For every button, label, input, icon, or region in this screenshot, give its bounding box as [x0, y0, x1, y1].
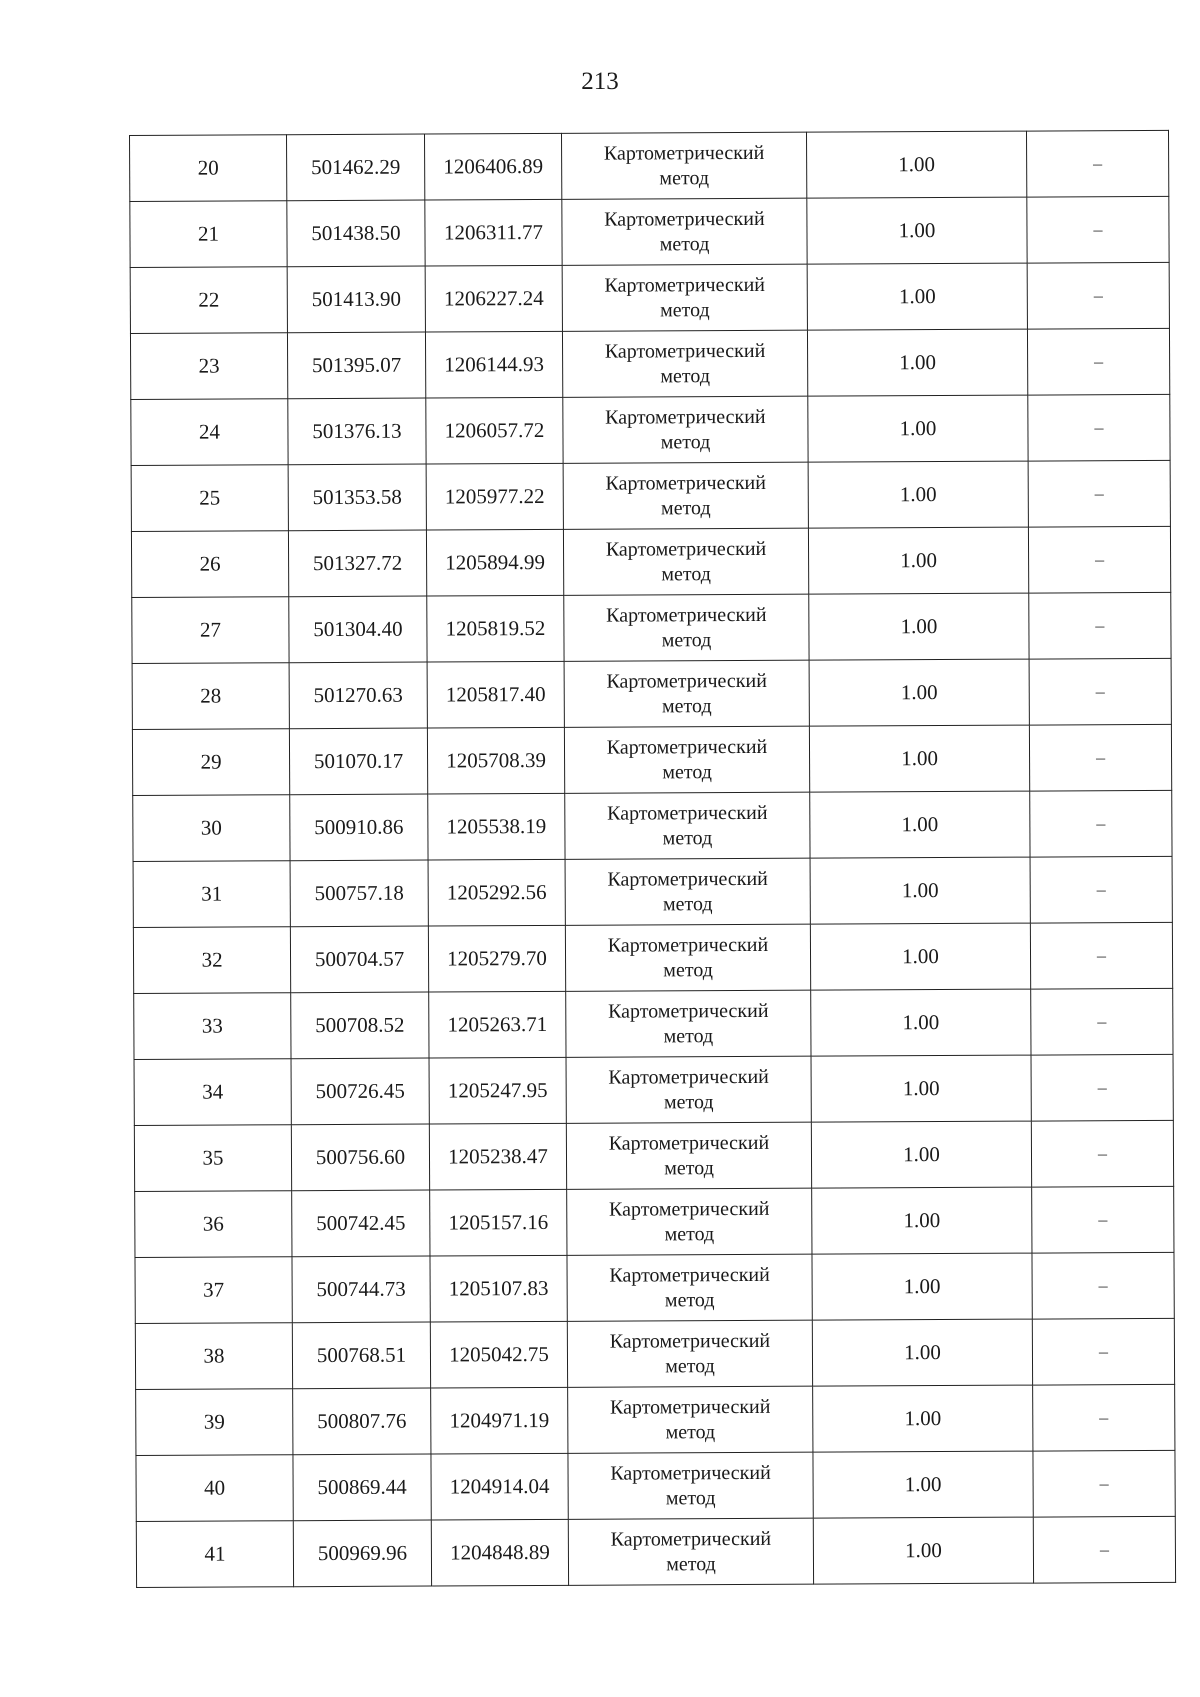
- method-line-2: метод: [661, 694, 712, 717]
- table-row: [130, 196, 1169, 267]
- x-coordinate-cell: 501438.50: [287, 200, 425, 267]
- point-number-cell: 33: [134, 993, 291, 1060]
- method-line-1: Картометрический: [607, 933, 769, 957]
- table-row: [135, 1252, 1174, 1323]
- point-number-cell: 27: [132, 597, 289, 664]
- method-line-2: метод: [664, 1288, 715, 1311]
- method-line-1: Картометрический: [608, 1065, 769, 1089]
- description-cell: –: [1030, 922, 1172, 989]
- description-cell: –: [1032, 1252, 1174, 1319]
- method-line-1: Картометрический: [607, 801, 768, 825]
- accuracy-cell: 1.00: [812, 1187, 1032, 1254]
- description-cell: –: [1032, 1186, 1174, 1253]
- x-coordinate-cell: 500708.52: [291, 992, 429, 1059]
- table-row: [131, 394, 1170, 465]
- accuracy-cell: 1.00: [807, 263, 1027, 330]
- y-coordinate-cell: 1205817.40: [427, 661, 564, 728]
- method-cell: [563, 528, 808, 595]
- y-coordinate-cell: 1206227.24: [425, 265, 562, 332]
- accuracy-cell: 1.00: [810, 791, 1030, 858]
- table-row: [135, 1186, 1174, 1257]
- method-line-2: метод: [662, 892, 713, 915]
- accuracy-cell: 1.00: [811, 1055, 1031, 1122]
- y-coordinate-cell: 1206057.72: [426, 397, 563, 464]
- method-line-2: метод: [665, 1420, 716, 1443]
- method-line-2: метод: [662, 760, 712, 783]
- y-coordinate-cell: 1205538.19: [428, 793, 565, 860]
- point-number-cell: 30: [133, 795, 290, 862]
- method-line-1: Картометрический: [609, 1263, 770, 1287]
- x-coordinate-cell: 501376.13: [288, 398, 426, 465]
- method-cell: [568, 1386, 813, 1453]
- y-coordinate-cell: 1205894.99: [426, 529, 563, 596]
- description-cell: –: [1029, 658, 1171, 725]
- description-cell: –: [1027, 328, 1169, 395]
- method-line-1: Картометрический: [604, 207, 765, 231]
- point-number-cell: 26: [131, 531, 288, 598]
- method-cell: [567, 1188, 812, 1255]
- table-row: [133, 790, 1172, 861]
- accuracy-cell: 1.00: [808, 395, 1028, 462]
- x-coordinate-cell: 500726.45: [291, 1058, 429, 1125]
- x-coordinate-cell: 500757.18: [290, 860, 428, 927]
- y-coordinate-cell: 1205247.95: [429, 1057, 566, 1124]
- accuracy-cell: 1.00: [811, 989, 1031, 1056]
- method-line-2: метод: [661, 628, 712, 651]
- table-row: [132, 658, 1171, 729]
- accuracy-cell: 1.00: [807, 329, 1027, 396]
- x-coordinate-cell: 501070.17: [289, 728, 427, 795]
- method-line-1: Картометрический: [609, 1395, 771, 1419]
- description-cell: –: [1031, 1054, 1173, 1121]
- table-row: [130, 262, 1169, 333]
- accuracy-cell: 1.00: [812, 1319, 1032, 1386]
- table-row: [132, 592, 1171, 663]
- description-cell: –: [1031, 1120, 1173, 1187]
- y-coordinate-cell: 1204971.19: [431, 1387, 568, 1454]
- x-coordinate-cell: 500756.60: [291, 1124, 429, 1191]
- method-cell: [565, 924, 810, 991]
- method-line-1: Картометрический: [610, 1527, 772, 1551]
- y-coordinate-cell: 1205977.22: [426, 463, 563, 530]
- accuracy-cell: 1.00: [812, 1253, 1032, 1320]
- point-number-cell: 23: [130, 333, 287, 400]
- y-coordinate-cell: 1205157.16: [430, 1189, 567, 1256]
- accuracy-cell: 1.00: [810, 923, 1030, 990]
- y-coordinate-cell: 1204914.04: [431, 1453, 568, 1520]
- method-line-1: Картометрический: [609, 1329, 771, 1353]
- description-cell: –: [1027, 196, 1169, 263]
- x-coordinate-cell: 500768.51: [292, 1322, 430, 1389]
- point-number-cell: 35: [134, 1125, 291, 1192]
- method-line-2: метод: [660, 364, 711, 387]
- description-cell: –: [1028, 526, 1170, 593]
- method-line-1: Картометрический: [604, 339, 766, 363]
- page-number: 213: [581, 68, 619, 95]
- table-row: [134, 1054, 1173, 1125]
- x-coordinate-cell: 500704.57: [290, 926, 428, 993]
- point-number-cell: 25: [131, 465, 288, 532]
- method-cell: [565, 792, 810, 859]
- y-coordinate-cell: 1206311.77: [425, 199, 562, 266]
- method-cell: [563, 462, 808, 529]
- y-coordinate-cell: 1205279.70: [428, 925, 565, 992]
- accuracy-cell: 1.00: [813, 1451, 1033, 1518]
- point-number-cell: 31: [133, 861, 290, 928]
- x-coordinate-cell: 500744.73: [292, 1256, 430, 1323]
- y-coordinate-cell: 1205107.83: [430, 1255, 567, 1322]
- method-cell: [564, 660, 809, 727]
- table-row: [136, 1384, 1175, 1455]
- method-cell: [562, 198, 807, 265]
- description-cell: –: [1033, 1516, 1175, 1583]
- method-line-2: метод: [660, 430, 711, 453]
- method-line-1: Картометрический: [607, 999, 769, 1023]
- method-line-1: Картометрический: [604, 273, 766, 297]
- table-row: [136, 1450, 1175, 1521]
- x-coordinate-cell: 500910.86: [290, 794, 428, 861]
- table-row: [131, 526, 1170, 597]
- x-coordinate-cell: 501304.40: [289, 596, 427, 663]
- point-number-cell: 32: [133, 927, 290, 994]
- point-number-cell: 37: [135, 1257, 292, 1324]
- method-line-1: Картометрический: [610, 1461, 771, 1485]
- method-line-1: Картометрический: [606, 669, 767, 693]
- point-number-cell: 38: [135, 1323, 292, 1390]
- x-coordinate-cell: 500969.96: [293, 1520, 431, 1587]
- x-coordinate-cell: 500869.44: [293, 1454, 431, 1521]
- method-cell: [564, 594, 809, 661]
- accuracy-cell: 1.00: [807, 197, 1027, 264]
- table-row: [133, 922, 1172, 993]
- description-cell: –: [1032, 1318, 1174, 1385]
- method-cell: [566, 1122, 811, 1189]
- y-coordinate-cell: 1205042.75: [430, 1321, 567, 1388]
- description-cell: –: [1029, 724, 1171, 791]
- table-row: [135, 1318, 1174, 1389]
- coordinates-table: [129, 130, 1176, 1588]
- method-cell: [562, 330, 807, 397]
- method-line-2: метод: [662, 826, 713, 849]
- x-coordinate-cell: 500807.76: [293, 1388, 431, 1455]
- point-number-cell: 21: [130, 201, 287, 268]
- point-number-cell: 40: [136, 1455, 293, 1522]
- description-cell: –: [1033, 1384, 1175, 1451]
- method-cell: [568, 1452, 813, 1519]
- accuracy-cell: 1.00: [813, 1517, 1033, 1584]
- x-coordinate-cell: 501270.63: [289, 662, 427, 729]
- x-coordinate-cell: 501327.72: [288, 530, 426, 597]
- method-line-1: Картометрический: [607, 867, 768, 891]
- method-line-2: метод: [659, 232, 710, 255]
- point-number-cell: 22: [130, 267, 287, 334]
- method-cell: [565, 858, 810, 925]
- point-number-cell: 41: [136, 1521, 293, 1588]
- point-number-cell: 24: [131, 399, 288, 466]
- method-cell: [561, 132, 806, 199]
- method-line-2: метод: [663, 958, 713, 981]
- method-line-1: Картометрический: [606, 735, 768, 759]
- method-line-1: Картометрический: [608, 1197, 770, 1221]
- table-row: [132, 724, 1171, 795]
- accuracy-cell: 1.00: [813, 1385, 1033, 1452]
- method-line-1: Картометрический: [603, 141, 765, 165]
- accuracy-cell: 1.00: [809, 659, 1029, 726]
- x-coordinate-cell: 501395.07: [287, 332, 425, 399]
- description-cell: –: [1031, 988, 1173, 1055]
- method-cell: [562, 264, 807, 331]
- point-number-cell: 20: [130, 135, 287, 202]
- y-coordinate-cell: 1204848.89: [431, 1519, 568, 1586]
- method-line-1: Картометрический: [606, 603, 767, 627]
- method-line-2: метод: [665, 1486, 716, 1509]
- description-cell: –: [1028, 394, 1170, 461]
- method-line-2: метод: [661, 562, 712, 585]
- accuracy-cell: 1.00: [808, 461, 1028, 528]
- accuracy-cell: 1.00: [809, 593, 1029, 660]
- method-cell: [566, 1056, 811, 1123]
- method-line-2: метод: [660, 496, 711, 519]
- method-line-2: метод: [664, 1222, 715, 1245]
- x-coordinate-cell: 500742.45: [292, 1190, 430, 1257]
- description-cell: –: [1033, 1450, 1175, 1517]
- method-cell: [566, 990, 811, 1057]
- description-cell: –: [1030, 856, 1172, 923]
- x-coordinate-cell: 501353.58: [288, 464, 426, 531]
- description-cell: –: [1026, 130, 1168, 197]
- method-line-1: Картометрический: [608, 1131, 770, 1155]
- accuracy-cell: 1.00: [808, 527, 1028, 594]
- y-coordinate-cell: 1205708.39: [427, 727, 564, 794]
- accuracy-cell: 1.00: [809, 725, 1029, 792]
- method-line-1: Картометрический: [605, 471, 766, 495]
- coordinates-table-body: [130, 130, 1176, 1587]
- method-line-1: Картометрический: [605, 405, 766, 429]
- method-line-2: метод: [663, 1024, 714, 1047]
- method-line-2: метод: [659, 298, 710, 321]
- point-number-cell: 39: [136, 1389, 293, 1456]
- x-coordinate-cell: 501413.90: [287, 266, 425, 333]
- method-line-2: метод: [659, 166, 710, 189]
- description-cell: –: [1027, 262, 1169, 329]
- point-number-cell: 36: [135, 1191, 292, 1258]
- method-line-1: Картометрический: [605, 537, 767, 561]
- point-number-cell: 29: [132, 729, 289, 796]
- method-cell: [567, 1254, 812, 1321]
- y-coordinate-cell: 1205238.47: [429, 1123, 566, 1190]
- y-coordinate-cell: 1205292.56: [428, 859, 565, 926]
- description-cell: –: [1030, 790, 1172, 857]
- y-coordinate-cell: 1205819.52: [427, 595, 564, 662]
- method-cell: [567, 1320, 812, 1387]
- table-row: [134, 988, 1173, 1059]
- method-line-2: метод: [664, 1156, 714, 1179]
- point-number-cell: 28: [132, 663, 289, 730]
- y-coordinate-cell: 1205263.71: [429, 991, 566, 1058]
- point-number-cell: 34: [134, 1059, 291, 1126]
- y-coordinate-cell: 1206144.93: [425, 331, 562, 398]
- method-line-2: метод: [665, 1354, 715, 1377]
- description-cell: –: [1029, 592, 1171, 659]
- table-row: [130, 328, 1169, 399]
- method-line-2: метод: [666, 1552, 716, 1575]
- accuracy-cell: 1.00: [811, 1121, 1031, 1188]
- table-row: [134, 1120, 1173, 1191]
- table-row: [136, 1516, 1175, 1587]
- x-coordinate-cell: 501462.29: [287, 134, 425, 201]
- table-row: [130, 130, 1169, 201]
- table-row: [133, 856, 1172, 927]
- method-line-2: метод: [663, 1090, 714, 1113]
- table-row: [131, 460, 1170, 531]
- description-cell: –: [1028, 460, 1170, 527]
- method-cell: [568, 1518, 813, 1585]
- accuracy-cell: 1.00: [806, 131, 1026, 198]
- y-coordinate-cell: 1206406.89: [424, 133, 561, 200]
- method-cell: [563, 396, 808, 463]
- accuracy-cell: 1.00: [810, 857, 1030, 924]
- method-cell: [564, 726, 809, 793]
